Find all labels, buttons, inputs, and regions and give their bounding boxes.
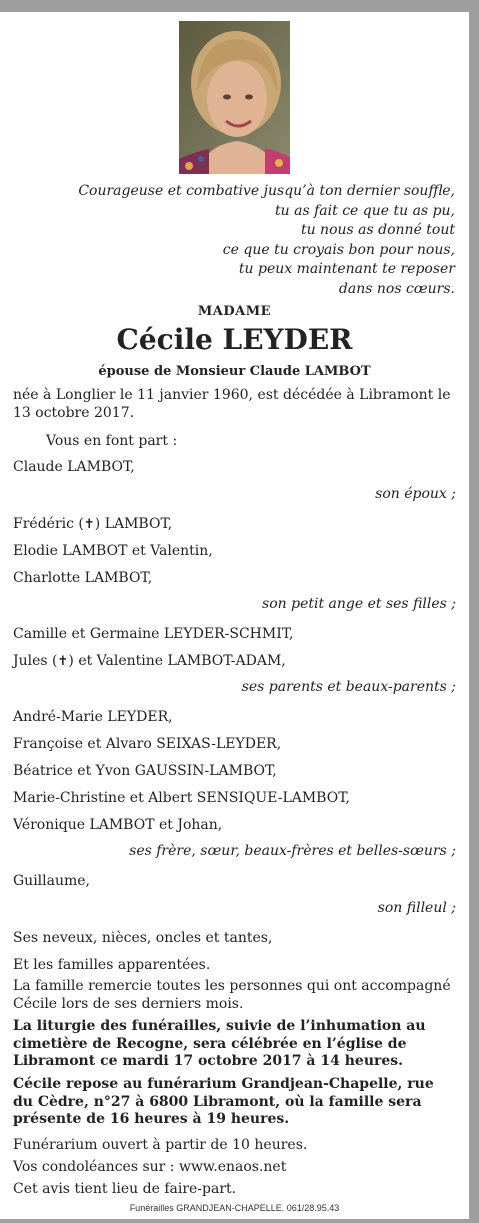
repose-text: Cécile repose au funérarium Grandjean-Chapelle, rue du Cèdre, n°27 à 6800 Libramont, où la famille sera présente de 16 heures à 19 heures. [13, 1076, 434, 1127]
honorific-title: MADAME [197, 304, 272, 319]
family-member: Claude LAMBOT, [13, 459, 135, 475]
family-member: Françoise et Alvaro SEIXAS-LEYDER, [13, 736, 282, 752]
intro-text: Vous en font part : [46, 433, 178, 449]
family-member: Et les familles apparentées. [13, 957, 211, 973]
deceased-name: Cécile LEYDER [116, 323, 353, 356]
cross-icon: ✝ [57, 654, 69, 669]
notice-text: Cet avis tient lieu de faire-part. [13, 1181, 237, 1197]
obituary-sheet [0, 12, 469, 1219]
relationship-label: ses parents et beaux-parents ; [241, 679, 456, 695]
family-member-text: ) LAMBOT, [94, 516, 173, 532]
family-member: Camille et Germaine LEYDER-SCHMIT, [13, 626, 294, 642]
relationship-label: son petit ange et ses filles ; [262, 596, 456, 612]
poem-line: tu nous as donné tout [300, 222, 455, 239]
poem-line: ce que tu croyais bon pour nous, [222, 241, 455, 258]
funeral-home-footer: Funérailles GRANDJEAN-CHAPELLE. 061/28.95.43 [129, 1203, 340, 1213]
family-member: Elodie LAMBOT et Valentin, [13, 543, 213, 559]
family-member-text: ) et Valentine LAMBOT-ADAM, [68, 653, 286, 669]
portrait-photo [179, 21, 290, 174]
poem-line: tu peux maintenant te reposer [238, 261, 455, 278]
relationship-label: ses frère, sœur, beaux-frères et belles-sœurs ; [129, 843, 456, 859]
family-member: Marie-Christine et Albert SENSIQUE-LAMBOT, [13, 790, 350, 806]
family-member [13, 516, 456, 534]
liturgy-text: La liturgie des funérailles, suivie de l’inhumation au cimetière de Recogne, sera célébrée en l’église de Libramont ce mardi 17 octobre 2017 à 14 heures. [13, 1018, 426, 1069]
poem-line: dans nos cœurs. [338, 280, 455, 297]
family-member: Charlotte LAMBOT, [13, 570, 153, 586]
family-member-text: Jules ( [13, 653, 58, 669]
family-member: Béatrice et Yvon GAUSSIN-LAMBOT, [13, 763, 277, 779]
family-member: Guillaume, [13, 873, 91, 889]
thanks-text: La famille remercie toutes les personnes qui ont accompagné Cécile lors de ses derniers mois. [13, 978, 451, 1012]
poem-line: Courageuse et combative jusqu’à ton dernier souffle, [78, 183, 455, 199]
family-member-text: Frédéric ( [13, 516, 84, 532]
cross-icon: ✝ [83, 517, 95, 532]
family-member: Véronique LAMBOT et Johan, [13, 817, 223, 833]
poem [78, 182, 455, 300]
condolences-text: Vos condoléances sur : www.enaos.net [13, 1159, 287, 1175]
relationship-label: son époux ; [375, 486, 456, 502]
family-member: André-Marie LEYDER, [13, 709, 173, 725]
opening-hours-text: Funérarium ouvert à partir de 10 heures. [13, 1137, 308, 1153]
poem-line: tu as fait ce que tu as pu, [275, 202, 455, 219]
family-member [13, 653, 456, 671]
family-member: Ses neveux, nièces, oncles et tantes, [13, 930, 273, 946]
spouse-line: épouse de Monsieur Claude LAMBOT [98, 364, 371, 379]
relationship-label: son filleul ; [377, 900, 456, 916]
birth-death-text: née à Longlier le 11 janvier 1960, est décédée à Libramont le 13 octobre 2017. [13, 387, 451, 421]
